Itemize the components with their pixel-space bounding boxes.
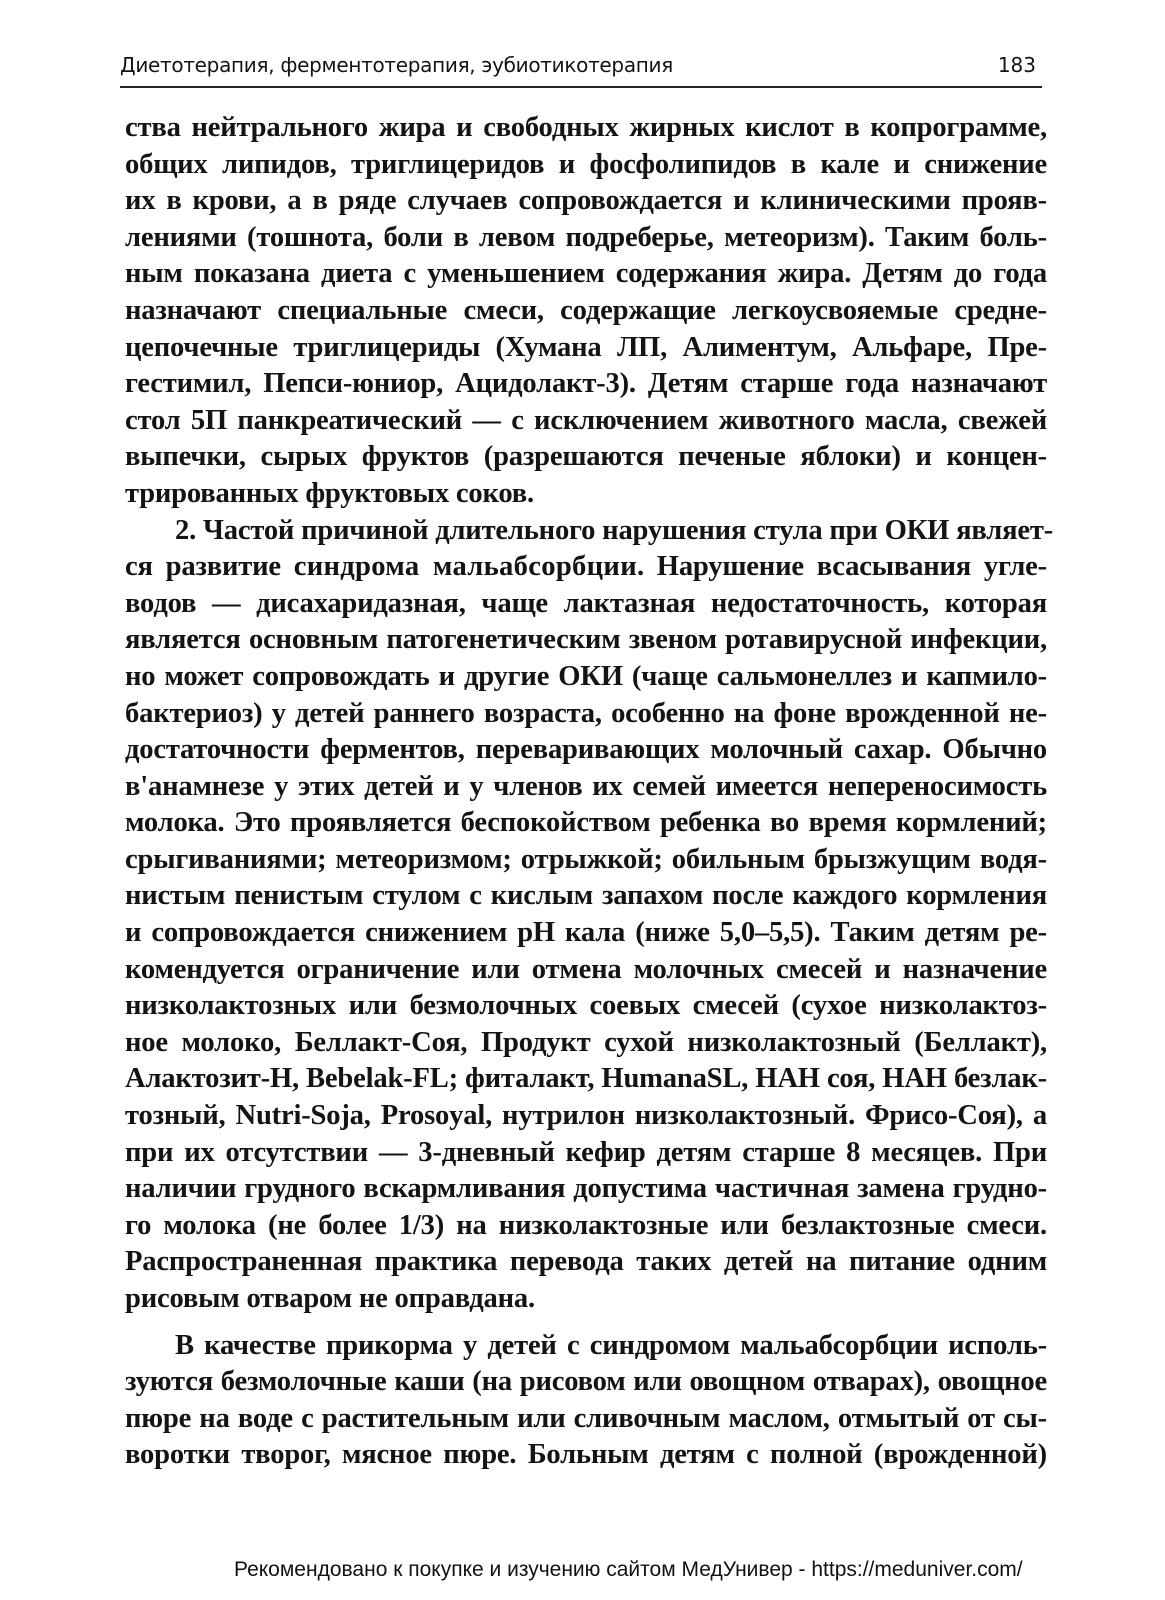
paragraph-spacer bbox=[125, 1318, 1047, 1328]
text-line: наличии грудного вскармливания допустима частичная замена грудно- bbox=[125, 1173, 1047, 1205]
text-line: ства нейтрального жира и свободных жирных кислот в копрограмме, bbox=[125, 112, 1047, 143]
emphasis-term: синдрома мальабсорбции bbox=[293, 551, 637, 583]
text-line: ное молоко, Беллакт-Соя, Продукт сухой низколактозный (Беллакт), bbox=[125, 1026, 1047, 1058]
text-line: низколактозных или безмолочных соевых смесей (сухое низколактоз- bbox=[125, 990, 1047, 1022]
text-line: водов — дисахаридазная, чаще лактазная недостаточность, которая bbox=[125, 587, 1047, 619]
text-line: бактериоз) у детей раннего возраста, особенно на фоне врожденной не- bbox=[125, 697, 1047, 729]
text-line: трированных фруктовых соков. bbox=[125, 477, 534, 509]
text-line: комендуется ограничение или отмена молочных смесей и назначение bbox=[125, 953, 1047, 985]
text-line: назначают специальные смеси, содержащие легкоусвояемые средне- bbox=[125, 294, 1047, 326]
text-line: цепочечные триглицериды (Хумана ЛП, Алиментум, Альфаре, Пре- bbox=[125, 331, 1047, 363]
text-line: рисовым отваром не оправдана. bbox=[125, 1283, 535, 1314]
text-line: общих липидов, триглицеридов и фосфолипидов в кале и снижение bbox=[125, 148, 1047, 180]
text-line: тозный, Nutri-Soja, Prosoyal, нутрилон низколактозный. Фрисо-Соя), а bbox=[125, 1100, 1047, 1132]
page-number: 183 bbox=[997, 53, 1036, 77]
text-fragment: . Нарушение всасывания угле- bbox=[636, 551, 1047, 583]
source-note: Рекомендовано к покупке и изучению сайтом МедУнивер - https://meduniver.com/ bbox=[234, 1558, 1023, 1581]
text-line: воротки творог, мясное пюре. Больным детям с полной (врожденной) bbox=[125, 1439, 1047, 1471]
text-line: ным показана диета с уменьшением содержания жира. Детям до года bbox=[125, 258, 1047, 290]
text-line: стол 5П панкреатический — с исключением животного масла, свежей bbox=[125, 404, 1047, 436]
paragraph-3 bbox=[125, 1328, 1047, 1474]
text-line: пюре на воде с растительным или сливочным маслом, отмытый от сы- bbox=[125, 1402, 1047, 1434]
text-line: в'анамнезе у этих детей и у членов их семей имеется непереносимость bbox=[125, 770, 1047, 802]
text-line: 2. Частой причиной длительного нарушения стула при ОКИ являет- bbox=[175, 514, 1054, 546]
running-title: Диетотерапия, ферментотерапия, эубиотикотерапия bbox=[120, 53, 673, 77]
text-line: молока. Это проявляется беспокойством ребенка во время кормлений; bbox=[125, 807, 1047, 839]
text-line: лениями (тошнота, боли в левом подреберье, метеоризм). Таким боль- bbox=[125, 221, 1047, 253]
paragraph-2 bbox=[125, 513, 1054, 1318]
text-line: достаточности ферментов, переваривающих молочный сахар. Обычно bbox=[125, 734, 1047, 766]
text-line: зуются безмолочные каши (на рисовом или овощном отварах), овощное bbox=[125, 1366, 1047, 1398]
text-line: нистым пенистым стулом с кислым запахом после каждого кормления bbox=[125, 880, 1047, 912]
text-line: Распространенная практика перевода таких детей на питание одним bbox=[125, 1246, 1047, 1278]
paragraph-1 bbox=[125, 110, 1047, 513]
text-fragment: ся развитие bbox=[125, 551, 294, 583]
text-line: их в крови, а в ряде случаев сопровождается и клиническими прояв- bbox=[125, 185, 1047, 217]
text-line: гестимил, Пепси-юниор, Ацидолакт-3). Детям старше года назначают bbox=[125, 368, 1047, 400]
text-line: выпечки, сырых фруктов (разрешаются печеные яблоки) и концен- bbox=[125, 441, 1047, 473]
text-line: го молока (не более 1/3) на низколактозные или безлактозные смеси. bbox=[125, 1209, 1047, 1241]
text-line: В качестве прикорма у детей с синдромом мальабсорбции исполь- bbox=[175, 1329, 1047, 1361]
text-line: срыгиваниями; метеоризмом; отрыжкой; обильным брызжущим водя- bbox=[125, 843, 1047, 875]
running-header bbox=[120, 50, 1042, 88]
text-line: является основным патогенетическим звеном ротавирусной инфекции, bbox=[125, 624, 1047, 656]
text-line: Алактозит-Н, Bebelak-FL; фиталакт, HumanaSL, НАН соя, НАН безлак- bbox=[125, 1063, 1047, 1095]
text-line bbox=[125, 549, 1047, 586]
text-line: и сопровождается снижением pH кала (ниже 5,0–5,5). Таким детям ре- bbox=[125, 917, 1047, 949]
text-line: при их отсутствии — 3-дневный кефир детям старше 8 месяцев. При bbox=[125, 1136, 1047, 1168]
body-text bbox=[125, 110, 1054, 1474]
text-line: но может сопровождать и другие ОКИ (чаще сальмонеллез и капмило- bbox=[125, 660, 1047, 692]
